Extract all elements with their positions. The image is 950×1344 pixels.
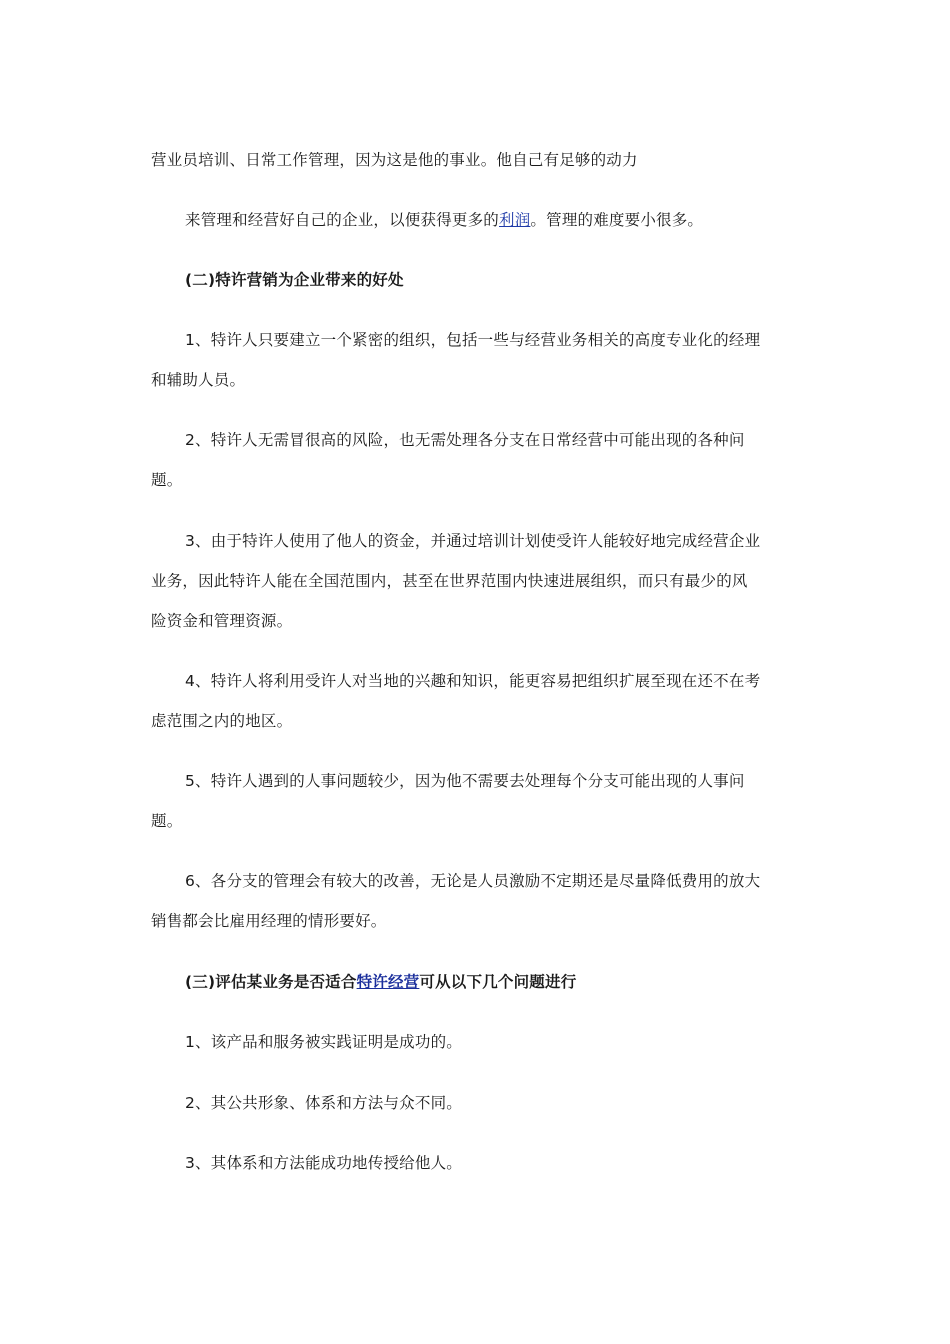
paragraph-line [185,210,703,230]
paragraph-line: 营业员培训、日常工作管理，因为这是他的事业。他自己有足够的动力 [151,151,638,169]
list-item-1-line-1: 1、特许人只要建立一个紧密的组织，包括一些与经营业务相关的高度专业化的经理 [185,331,761,349]
list-item-4-line-1: 4、特许人将利用受许人对当地的兴趣和知识，能更容易把组织扩展至现在还不在考 [185,672,761,690]
list-item-3-line-1: 3、由于特许人使用了他人的资金，并通过培训计划使受许人能较好地完成经营企业 [185,532,761,550]
heading-text: (三)评估某业务是否适合 [185,973,357,991]
list-item-3-line-2: 业务，因此特许人能在全国范围内，甚至在世界范围内快速进展组织，而只有最少的风 [151,572,748,590]
question-item-3: 3、其体系和方法能成功地传授给他人。 [185,1154,462,1172]
list-item-3-line-3: 险资金和管理资源。 [151,612,293,630]
list-item-6-line-2: 销售都会比雇用经理的情形要好。 [151,912,387,930]
list-item-5-line-1: 5、特许人遇到的人事问题较少，因为他不需要去处理每个分支可能出现的人事问 [185,772,745,790]
section-heading-2: (二)特许营销为企业带来的好处 [185,271,404,289]
profit-link[interactable]: 利润 [499,211,531,229]
question-item-2: 2、其公共形象、体系和方法与众不同。 [185,1094,462,1112]
list-item-5-line-2: 题。 [151,812,183,830]
list-item-1-line-2: 和辅助人员。 [151,371,246,389]
list-item-4-line-2: 虑范围之内的地区。 [151,712,293,730]
list-item-2-line-2: 题。 [151,471,183,489]
paragraph-text: 。管理的难度要小很多。 [530,211,704,229]
paragraph-text: 来管理和经营好自己的企业，以便获得更多的 [185,211,500,229]
list-item-2-line-1: 2、特许人无需冒很高的风险，也无需处理各分支在日常经营中可能出现的各种问 [185,431,745,449]
heading-text: 可从以下几个问题进行 [419,973,577,991]
list-item-6-line-1: 6、各分支的管理会有较大的改善，无论是人员激励不定期还是尽量降低费用的放大 [185,872,761,890]
question-item-1: 1、该产品和服务被实践证明是成功的。 [185,1033,462,1051]
section-heading-3 [185,972,576,992]
franchise-link[interactable]: 特许经营 [356,973,420,991]
